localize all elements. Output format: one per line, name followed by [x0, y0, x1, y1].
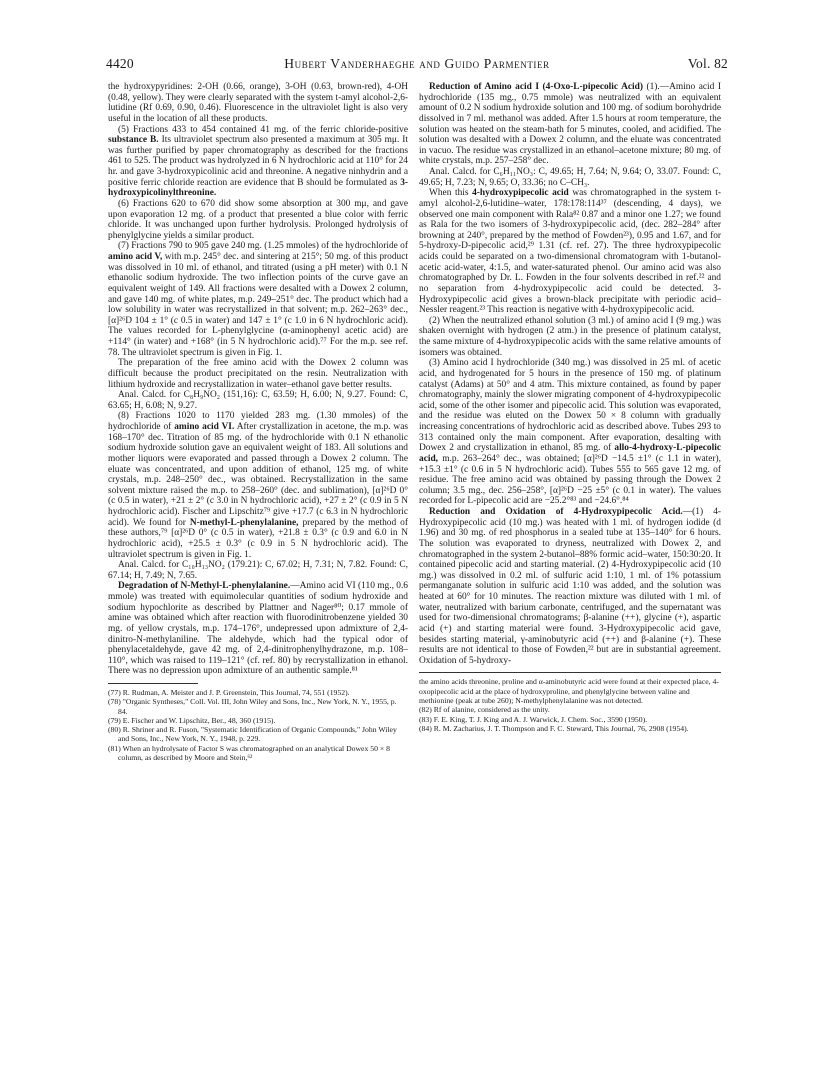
footnotes-left	[108, 688, 408, 762]
paragraph	[419, 507, 721, 666]
text-run: (7) Fractions 790 to 905 gave 240 mg. (1.25 mmoles) of the hydrochloride of	[118, 241, 408, 252]
running-header	[106, 56, 728, 72]
footnote: (81) When an hydrolysate of Factor S was chromatographed on an analytical Dowex 50 × 8 column, as described by Moore and Stein,⁶²	[108, 743, 390, 763]
compound-name: 3-hydroxypicolinylthreonine.	[108, 177, 408, 199]
text-run: —(1) 4-Hydroxypipecolic acid (10 mg.) was heated with 1 ml. of hydrogen iodide (d 1.96) and 30 mg. of red phosphorus in a sealed tube at 135–140° for 6 hours. The solution was evaporated to dryness, neutralized with Dowex 2, and chromatographed in the system 2-butanol–88% formic acid–water, 150:30:20. It contained pipecolic acid and starting material. (2) 4-Hydroxypipecolic acid (10 mg.) was dissolved in 0.2 ml. of sulfuric acid 1:10, 1 ml. of 1% potassium permanganate solution in sulfuric acid 1:10 was added, and the solution was heated at 60° for 10 minutes. The reaction mixture was diluted with 1 ml. of water, neutralized with barium carbonate, centrifuged, and the supernatant was used for two-dimensional chromatograms; β-alanine (++), glycine (+), aspartic acid (+) and starting material were found. 3-Hydroxypipecolic acid gave, besides starting material, γ-aminobutyric acid (++) and β-alanine (+). These results are not identical to those of Fowden,²² but are in substantial agreement. Oxidation of 5-hydroxy-	[419, 507, 722, 666]
text-run: m.p. 263–264° dec., was obtained; [α]²⁶D −14.5 ±1° (c 1.1 in water), +15.3 ±1° (c 0.6 in 5 N hydrochloric acid). Tubes 555 to 565 gave 12 mg. of residue. The free amino acid was obtained by passing through the Dowex 2 column; 3.5 mg., dec. 256–258°, [α]²⁶D −25 ±5° (c 0.1 in water). The values recorded for L-pipecolic acid are −25.2°⁸³ and −24.6°.⁸⁴	[419, 453, 721, 507]
paragraph	[108, 581, 408, 677]
analysis-line: Anal. Calcd. for C₁₀H₁₃NO₂ (179.21): C, 67.02; H, 7.31; N, 7.82. Found: C, 67.14; H, 7.49; N, 7.65.	[108, 560, 408, 581]
text-run: prepared by the method of these authors,⁷⁹ [α]²⁶D 0° (c 0.5 in water), +21.8 ± 0.3° (c 0.9 and 6.0 in N hydrochloric acid), +25.5 ± 0.3° (c 0.9 in 5 N hydrochloric acid). The ultraviolet spectrum is given in Fig. 1.	[108, 517, 408, 560]
paragraph	[108, 125, 408, 199]
section-heading: Reduction and Oxidation of 4-Hydroxypipecolic Acid.	[429, 507, 683, 517]
section-heading: Reduction of Amino acid I (4-Oxo-L-pipecolic Acid)	[429, 82, 643, 92]
footnotes-right	[419, 677, 721, 733]
footnote: (79) E. Fischer and W. Lipschitz, Ber., 48, 360 (1915).	[108, 715, 276, 725]
paragraph	[108, 241, 408, 358]
text-run: was chromatographed in the system t-amyl alcohol-2,6-lutidine–water, 178:178:114³⁷ (descending, 4 days), we observed one main component with Rala⁸² 0.87 and a minor one 1.27; we found as Rala for the two isomers of 3-hydroxypipecolic acid, (dec. 282–284° after browning at 240°, prepared by the method of Fowden²³), 0.95 and 1.67, and for 5-hydroxy-D-pipecolic acid,²⁹ 1.31 (cf. ref. 27). The three hydroxypipecolic acids could be separated on a two-dimensional chromatogram with 1-butanol-acetic acid-water, 4:1.5, and water-saturated phenol. Our amino acid was also chromatographed by Dr. L. Fowden in the four solvents described in ref.²² and no separation from 4-hydroxypipecolic acid could be detected. 3-Hydroxypipecolic acid gives a brown-black precipitate with periodic acid–Nessler reagent.²³ This reaction is negative with 4-hydroxypipecolic acid.	[419, 188, 721, 316]
page-number: 4420	[106, 56, 134, 71]
footnote-rule	[419, 672, 721, 673]
text-run: (3) Amino acid I hydrochloride (340 mg.) was dissolved in 25 ml. of acetic acid, and hydrogenated for 5 hours in the presence of 150 mg. of platinum catalyst (Adams) at 50° and 4 atm. This mixture contained, as found by paper chromatography, mainly the slower migrating component of 4-hydroxypipecolic acid, some of the other isomer and pipecolic acid. This solution was evaporated, and the residue was eluted on the Dowex 50 × 8 column with gradually increasing concentrations of hydrochloric acid as described above. Tubes 293 to 313 contained only the main component. After evaporation, desalting with Dowex 2 and crystallization in ethanol, 85 mg. of	[419, 358, 721, 454]
section-heading: Degradation of N-Methyl-L-phenylalanine.	[118, 581, 291, 592]
paragraph: the hydroxypyridines: 2-OH (0.66, orange), 3-OH (0.63, brown-red), 4-OH (0.48, yellow). They were clearly separated with the system t-amyl alcohol-2,6-lutidine (Rf 0.69, 0.90, 0.46). Fluorescence in the ultraviolet light is also very useful in the location of all these products.	[108, 82, 408, 124]
text-run: (8) Fractions 1020 to 1170 yielded 283 mg. (1.30 mmoles) of the hydrochloride of	[108, 411, 408, 432]
paragraph	[419, 188, 721, 316]
text-run: When this	[429, 188, 473, 199]
paragraph	[419, 358, 721, 507]
footnote: (77) R. Rudman, A. Meister and J. P. Greenstein, This Journal, 74, 551 (1952).	[108, 688, 350, 697]
footnote: (78) "Organic Syntheses," Coll. Vol. III, John Wiley and Sons, Inc., New York, N. Y., 1955, p. 84.	[108, 697, 397, 716]
footnote: (83) F. E. King, T. J. King and A. J. Warwick, J. Chem. Soc., 3590 (1950).	[419, 714, 648, 724]
right-column	[419, 82, 721, 733]
text-run: with m.p. 245° dec. and sintering at 215°; 50 mg. of this product was dissolved in 10 ml. of ethanol, and titrated (using a pH meter) with 0.1 N ethanolic sodium hydroxide. The two inflection points of the curve gave an equivalent weight of 149. All fractions were desalted with a Dowex 2 column, and gave 140 mg. of white plates, m.p. 249–251° dec. The product which had a low solubility in water was recrystallized in that solvent; m.p. 262–263° dec., [α]²⁶D 104 ± 1° (c 0.5 in water) and 147 ± 1° (c 1.0 in 6 N hydrochloric acid). The values recorded for L-phenylglycine (α-aminophenyl acetic acid) are +114° (in water) and +168° (in 5 N hydrochloric acid).⁷⁷ For the m.p. see ref. 78. The ultraviolet spectrum is given in Fig. 1.	[108, 252, 409, 358]
paragraph: (2) When the neutralized ethanol solution (3 ml.) of amino acid I (9 mg.) was shaken overnight with hydrogen (2 atm.) in the presence of platinum catalyst, the same mixture of 4-hydroxypipecolic acids with the same relative amounts of isomers was obtained.	[419, 315, 721, 358]
paragraph	[419, 82, 721, 167]
left-column	[108, 82, 408, 762]
footnote: (84) R. M. Zacharius, J. T. Thompson and F. C. Steward, This Journal, 76, 2908 (1954).	[419, 723, 689, 733]
compound-name: amino acid V,	[108, 252, 163, 262]
footnote: (80) R. Shriner and R. Fuson, "Systematic Identification of Organic Compounds," John Wiley and Sons, Inc., New York, N. Y., 1948, p. 229.	[108, 725, 397, 744]
paragraph: (6) Fractions 620 to 670 did show some absorption at 300 mμ, and gave upon evaporation 12 mg. of a product that presented a blue color with ferric chloride. It was unchanged upon further hydrolysis. Prolonged hydrolysis of phenylglycine yields a similar product.	[108, 198, 408, 241]
text-run: Its ultraviolet spectrum also presented a maximum at 305 mμ. It was further purified by paper chromatography as described for the fractions 461 to 525. The product was hydrolyzed in 6 N hydrochloric acid at 110° for 24 hr. and gave 3-hydroxypicolinic acid and threonine. A negative ninhydrin and a positive ferric chloride reaction are evidence that B should be formulated as	[108, 135, 408, 188]
analysis-line: Anal. Calcd. for C₈H₉NO₂ (151,16): C, 63.59; H, 6.00; N, 9.27. Found: C, 63.65; H, 6.08; N, 9.27.	[108, 390, 408, 411]
compound-name: N-methyl-L-phenylalanine,	[189, 517, 299, 528]
paragraph	[108, 411, 408, 560]
footnote: (82) Rf of alanine, considered as the unity.	[419, 705, 550, 715]
compound-name: allo-4-hydroxy-L-pipecolic acid,	[419, 443, 721, 464]
text-run: (1).—Amino acid I hydrochloride (135 mg., 0.75 mmole) was neutralized with an equivalent amount of 0.2 N sodium hydroxide solution and 100 mg. of sodium borohydride dissolved in 7 ml. methanol was added. After 1.5 hours at room temperature, the solution was heated on the steam-bath for 5 minutes, cooled, and acidified. The solution was desalted with a Dowex 2 column, and the eluate was concentrated in vacuo. The residue was crystallized in an ethanol–acetone mixture; 80 mg. of white crystals, m.p. 257–258° dec.	[419, 82, 722, 167]
compound-name: amino acid VI.	[174, 422, 235, 432]
text-run: —Amino acid VI (110 mg., 0.6 mmole) was treated with equimolecular quantities of sodium hydroxide and sodium hypochlorite as described by Plattner and Nager⁸⁰; 0.17 mmole of amine was obtained which after reaction with fluorodinitrobenzene yielded 30 mg. of yellow crystals, m.p. 174–176°, undepressed upon admixture of 2,4-dinitro-N-methylaniline. The aldehyde, which had the typical odor of phenylacetaldehyde, gave 42 mg. of 2,4-dinitrophenylhydrazone, m.p. 108–110°, which was raised to 119–121° (cf. ref. 80) by recrystallization in ethanol. There was no depression upon admixture of an authentic sample.⁸¹	[108, 581, 408, 677]
compound-name: substance B.	[108, 135, 159, 146]
volume-number: Vol. 82	[687, 56, 728, 71]
compound-name: 4-hydroxypipecolic acid	[472, 188, 569, 199]
text-run: (5) Fractions 433 to 454 contained 41 mg. of the ferric chloride-positive	[118, 124, 408, 135]
footnote-rule	[108, 683, 198, 684]
running-title: Hubert Vanderhaeghe and Guido Parmentier	[284, 56, 550, 71]
analysis-line: Anal. Calcd. for C₆H₁₁NO₃: C, 49.65; H, 7.64; N, 9.64; O, 33.07. Found: C, 49.65; H, 7.23; N, 9.65; O, 33.36; no C–CH₃.	[419, 167, 721, 188]
text-run: After crystallization in acetone, the m.p. was 168–170° dec. Titration of 85 mg. of the hydrochloride with 0.1 N ethanolic sodium hydroxide solution gave an equivalent weight of 183. All solutions and mother liquors were evaporated and passed through a Dowex 2 column. The eluate was concentrated, and upon addition of ethanol, 125 mg. of white crystals, m.p. 248–250° dec., was obtained. Recrystallization in the same solvent mixture raised the m.p. to 258–260° (dec. and sublimation), [α]²⁶D 0° (c 0.5 in water), +21 ± 2° (c 3.0 in N hydrochloric acid), +27 ± 2° (c 0.9 in 5 N hydrochloric acid). Fischer and Lipschitz⁷⁹ give +17.7 (c 6.3 in N hydrochloric acid). We found for	[108, 422, 409, 528]
paragraph: The preparation of the free amino acid with the Dowex 2 column was difficult because the product precipitated on the resin. Neutralization with lithium hydroxide and recrystallization in water–ethanol gave better results.	[108, 358, 408, 390]
footnote-continuation: the amino acids threonine, proline and α-aminobutyric acid were found at their expected place, 4-oxopipecolic acid at the place of hydroxyproline, and phenylglycine between valine and methionine (peak at tube 260); N-methylphenylalanine was not detected.	[419, 677, 719, 705]
